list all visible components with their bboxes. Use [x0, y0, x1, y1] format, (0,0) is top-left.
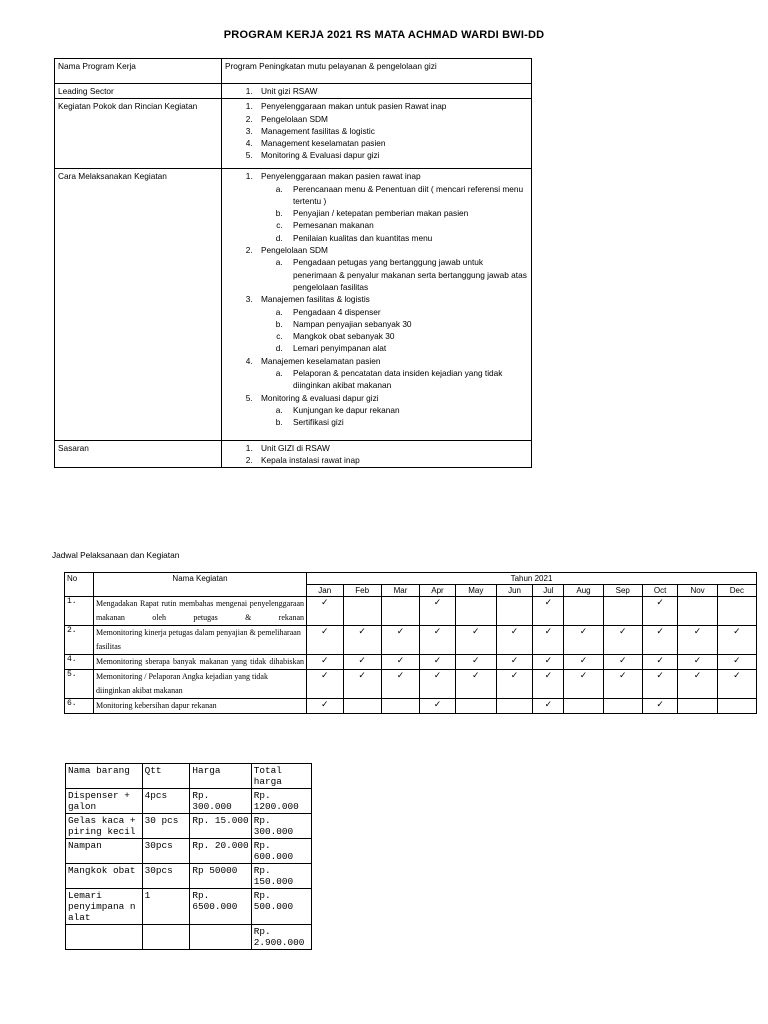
items-cell: Gelas kaca + piring kecil — [66, 814, 143, 839]
leading-sector-item: 1. Unit gizi RSAW — [255, 85, 528, 97]
check-icon: ✓ — [733, 670, 741, 680]
check-cell — [343, 670, 381, 699]
check-icon: ✓ — [618, 655, 627, 665]
check-icon: ✓ — [320, 699, 329, 709]
program-table — [54, 58, 532, 468]
check-cell — [420, 597, 456, 626]
check-icon: ✓ — [433, 670, 442, 680]
month-header: Mar — [381, 585, 419, 597]
check-cell — [455, 699, 496, 714]
cara-label: Cara Melaksanakan Kegiatan — [55, 169, 222, 440]
check-cell — [496, 699, 533, 714]
check-icon: ✓ — [618, 670, 627, 680]
items-cell: Rp. 2.900.000 — [251, 925, 311, 950]
check-cell — [307, 670, 344, 699]
cara-item — [255, 170, 528, 244]
items-cell: 30 pcs — [142, 814, 190, 839]
check-cell — [564, 597, 603, 626]
check-icon: ✓ — [358, 626, 366, 636]
month-header: Dec — [717, 585, 756, 597]
sasaran-label: Sasaran — [55, 440, 222, 468]
check-cell — [420, 670, 456, 699]
check-cell — [420, 699, 456, 714]
check-cell — [533, 699, 564, 714]
schedule-row-name: Memonitoring / Pelaporan Angka kejadian yang tidak diinginkan akibat makanan — [94, 670, 307, 699]
check-cell — [603, 626, 642, 655]
kegiatan-item: 4. Management keselamatan pasien — [255, 137, 528, 149]
check-icon: ✓ — [656, 670, 664, 680]
check-icon: ✓ — [320, 597, 329, 607]
check-cell — [496, 670, 533, 699]
cara-sub-item: c. Pemesanan makanan — [285, 219, 528, 231]
check-cell — [678, 670, 717, 699]
cara-item — [255, 392, 528, 429]
items-header-cell: Harga — [190, 764, 251, 789]
items-row — [66, 789, 312, 814]
schedule-row — [65, 655, 757, 670]
check-cell — [381, 597, 419, 626]
month-header: Jul — [533, 585, 564, 597]
check-cell — [381, 699, 419, 714]
check-icon: ✓ — [544, 597, 553, 607]
check-icon: ✓ — [656, 626, 664, 636]
month-header: May — [455, 585, 496, 597]
leading-sector-label: Leading Sector — [55, 84, 222, 99]
check-icon: ✓ — [618, 626, 627, 636]
schedule-table — [64, 572, 757, 714]
cara-sub-item: a. Pengadaan petugas yang bertanggung jawab untuk penerimaan & penyalur makanan serta bertanggung jawab atas pengelolaan fasilitas — [285, 256, 528, 293]
items-header-cell: Total harga — [251, 764, 311, 789]
check-cell — [533, 626, 564, 655]
check-cell — [564, 655, 603, 670]
cara-sub-list — [261, 256, 528, 293]
cara-item-text: Penyelenggaraan makan pasien rawat inap — [261, 171, 421, 182]
check-cell — [533, 670, 564, 699]
check-icon: ✓ — [544, 670, 553, 680]
check-icon: ✓ — [358, 655, 366, 665]
check-cell — [717, 699, 756, 714]
schedule-row-name: Memonitoring sberapa banyak makanan yang tidak dihabiskan — [94, 655, 307, 670]
check-cell — [343, 597, 381, 626]
col-tahun-header: Tahun 2021 — [307, 573, 757, 585]
check-icon: ✓ — [656, 597, 664, 607]
schedule-row-no: 4. — [65, 655, 94, 670]
check-cell — [642, 626, 678, 655]
cara-sub-item: b. Penyajian / ketepatan pemberian makan pasien — [285, 207, 528, 219]
check-icon: ✓ — [656, 655, 664, 665]
check-cell — [564, 670, 603, 699]
check-icon: ✓ — [472, 626, 480, 636]
items-cell: Rp. 1200.000 — [251, 789, 311, 814]
check-cell — [381, 626, 419, 655]
items-cell: Rp 50000 — [190, 864, 251, 889]
month-header: Feb — [343, 585, 381, 597]
check-icon: ✓ — [544, 626, 553, 636]
schedule-row — [65, 670, 757, 699]
check-icon: ✓ — [579, 670, 588, 680]
check-cell — [455, 597, 496, 626]
check-icon: ✓ — [433, 597, 442, 607]
check-cell — [603, 699, 642, 714]
check-cell — [533, 597, 564, 626]
nama-program-value: Program Peningkatan mutu pelayanan & pengelolaan gizi — [222, 59, 532, 84]
check-icon: ✓ — [693, 655, 702, 665]
items-header-row — [66, 764, 312, 789]
check-icon: ✓ — [320, 655, 329, 665]
month-header: Jun — [496, 585, 533, 597]
col-nama-header: Nama Kegiatan — [94, 573, 307, 597]
cara-item-text: Monitoring & evaluasi dapur gizi — [261, 392, 379, 403]
kegiatan-item: 3. Management fasilitas & logistic — [255, 125, 528, 137]
spacer — [255, 429, 528, 439]
check-cell — [678, 597, 717, 626]
check-icon: ✓ — [433, 699, 442, 709]
check-icon: ✓ — [320, 626, 329, 636]
check-cell — [307, 699, 344, 714]
items-cost-table — [65, 763, 312, 950]
items-cell — [142, 925, 190, 950]
check-cell — [343, 699, 381, 714]
col-no-header: No — [65, 573, 94, 597]
check-icon: ✓ — [472, 655, 480, 665]
items-cell: 30pcs — [142, 839, 190, 864]
check-cell — [717, 670, 756, 699]
check-cell — [307, 626, 344, 655]
schedule-row — [65, 626, 757, 655]
check-icon: ✓ — [396, 626, 405, 636]
check-cell — [307, 597, 344, 626]
check-cell — [496, 626, 533, 655]
items-cell — [190, 925, 251, 950]
check-cell — [381, 655, 419, 670]
check-cell — [420, 655, 456, 670]
cara-sub-item: c. Mangkok obat sebanyak 30 — [285, 330, 528, 342]
check-cell — [642, 699, 678, 714]
nama-program-label: Nama Program Kerja — [55, 59, 222, 84]
month-header: Sep — [603, 585, 642, 597]
check-icon: ✓ — [579, 655, 588, 665]
check-icon: ✓ — [693, 626, 702, 636]
items-cell — [66, 925, 143, 950]
check-cell — [717, 655, 756, 670]
month-header: Aug — [564, 585, 603, 597]
check-icon: ✓ — [396, 670, 405, 680]
check-cell — [533, 655, 564, 670]
month-header: Jan — [307, 585, 344, 597]
check-icon: ✓ — [510, 626, 519, 636]
schedule-row-name: Mengadakan Rapat rutin membahas mengenai penyelenggaraan makanan oleh petugas & rekanan — [94, 597, 307, 626]
check-icon: ✓ — [733, 626, 741, 636]
schedule-row-no: 2. — [65, 626, 94, 655]
sasaran-item: 2. Kepala instalasi rawat inap — [255, 454, 528, 466]
check-cell — [717, 597, 756, 626]
schedule-row-no: 5. — [65, 670, 94, 699]
check-cell — [678, 626, 717, 655]
check-cell — [455, 655, 496, 670]
check-cell — [496, 597, 533, 626]
schedule-row-no: 1. — [65, 597, 94, 626]
items-row — [66, 864, 312, 889]
cara-sub-item: b. Sertifikasi gizi — [285, 416, 528, 428]
items-header-cell: Qtt — [142, 764, 190, 789]
check-icon: ✓ — [472, 670, 480, 680]
cara-sub-list — [261, 404, 528, 429]
check-cell — [564, 626, 603, 655]
items-cell: 30pcs — [142, 864, 190, 889]
check-cell — [564, 699, 603, 714]
check-cell — [343, 655, 381, 670]
items-cell: Rp. 20.000 — [190, 839, 251, 864]
items-cell: Nampan — [66, 839, 143, 864]
items-cell: Rp. 6500.000 — [190, 889, 251, 925]
cara-item-text: Manajemen keselamatan pasien — [261, 355, 381, 366]
schedule-section-title: Jadwal Pelaksanaan dan Kegiatan — [52, 550, 180, 560]
check-cell — [717, 626, 756, 655]
cara-melaksanakan-list — [225, 170, 528, 438]
items-row — [66, 814, 312, 839]
cara-sub-list — [261, 367, 528, 392]
check-icon: ✓ — [433, 655, 442, 665]
cara-sub-item: d. Penilaian kualitas dan kuantitas menu — [285, 232, 528, 244]
check-cell — [603, 670, 642, 699]
items-cell: 1 — [142, 889, 190, 925]
cara-sub-item: a. Pengadaan 4 dispenser — [285, 306, 528, 318]
check-cell — [603, 655, 642, 670]
cara-sub-item: a. Perencanaan menu & Penentuan diit ( mencari referensi menu tertentu ) — [285, 183, 528, 208]
items-cell: Rp. 300.000 — [251, 814, 311, 839]
page-title: PROGRAM KERJA 2021 RS MATA ACHMAD WARDI BWI-DD — [223, 29, 545, 41]
cara-item-text: Manajemen fasilitas & logistis — [261, 294, 370, 305]
check-icon: ✓ — [733, 655, 741, 665]
schedule-row — [65, 699, 757, 714]
kegiatan-pokok-list — [225, 100, 528, 161]
check-icon: ✓ — [510, 655, 519, 665]
kegiatan-item: 5. Monitoring & Evaluasi dapur gizi — [255, 149, 528, 161]
cara-item-text: Pengelolaan SDM — [261, 245, 328, 256]
check-icon: ✓ — [544, 655, 553, 665]
check-cell — [455, 670, 496, 699]
items-row — [66, 925, 312, 950]
sasaran-item: 1. Unit GIZI di RSAW — [255, 442, 528, 454]
cara-sub-item: d. Lemari penyimpanan alat — [285, 342, 528, 354]
check-cell — [420, 626, 456, 655]
check-cell — [642, 597, 678, 626]
check-cell — [455, 626, 496, 655]
schedule-row-name: Monitoring kebersihan dapur rekanan — [94, 699, 307, 714]
check-cell — [678, 655, 717, 670]
cara-sub-list — [261, 183, 528, 244]
check-icon: ✓ — [396, 655, 405, 665]
schedule-row-name: Memonitoring kinerja petugas dalam penyajian & pemeliharaan fasilitas — [94, 626, 307, 655]
cara-item — [255, 293, 528, 354]
kegiatan-pokok-label: Kegiatan Pokok dan Rincian Kegiatan — [55, 99, 222, 169]
items-cell: Rp. 500.000 — [251, 889, 311, 925]
schedule-row-no: 6. — [65, 699, 94, 714]
leading-sector-list — [225, 85, 528, 97]
check-cell — [381, 670, 419, 699]
month-header: Oct — [642, 585, 678, 597]
cara-sub-item: b. Nampan penyajian sebanyak 30 — [285, 318, 528, 330]
items-header-cell: Nama barang — [66, 764, 143, 789]
items-cell: Rp. 15.000 — [190, 814, 251, 839]
kegiatan-item: 1. Penyelenggaraan makan untuk pasien Rawat inap — [255, 100, 528, 112]
check-icon: ✓ — [579, 626, 588, 636]
check-icon: ✓ — [320, 670, 329, 680]
items-cell: Dispenser + galon — [66, 789, 143, 814]
cara-sub-item: a. Pelaporan & pencatatan data insiden kejadian yang tidak diinginkan akibat makanan — [285, 367, 528, 392]
items-cell: 4pcs — [142, 789, 190, 814]
check-icon: ✓ — [544, 699, 553, 709]
cara-sub-list — [261, 306, 528, 355]
month-header: Nov — [678, 585, 717, 597]
items-cell: Lemari penyimpana n alat — [66, 889, 143, 925]
month-header: Apr — [420, 585, 456, 597]
items-cell: Mangkok obat — [66, 864, 143, 889]
check-cell — [642, 655, 678, 670]
check-cell — [603, 597, 642, 626]
schedule-row — [65, 597, 757, 626]
items-cell: Rp. 600.000 — [251, 839, 311, 864]
check-cell — [642, 670, 678, 699]
cara-item — [255, 355, 528, 392]
check-cell — [343, 626, 381, 655]
check-icon: ✓ — [510, 670, 519, 680]
kegiatan-item: 2. Pengelolaan SDM — [255, 113, 528, 125]
check-icon: ✓ — [656, 699, 664, 709]
cara-sub-item: a. Kunjungan ke dapur rekanan — [285, 404, 528, 416]
check-cell — [678, 699, 717, 714]
items-row — [66, 889, 312, 925]
items-cell: Rp. 150.000 — [251, 864, 311, 889]
cara-item — [255, 244, 528, 293]
sasaran-list — [225, 442, 528, 467]
items-cell: Rp. 300.000 — [190, 789, 251, 814]
check-cell — [307, 655, 344, 670]
check-icon: ✓ — [358, 670, 366, 680]
check-cell — [496, 655, 533, 670]
check-icon: ✓ — [693, 670, 702, 680]
items-row — [66, 839, 312, 864]
check-icon: ✓ — [433, 626, 442, 636]
